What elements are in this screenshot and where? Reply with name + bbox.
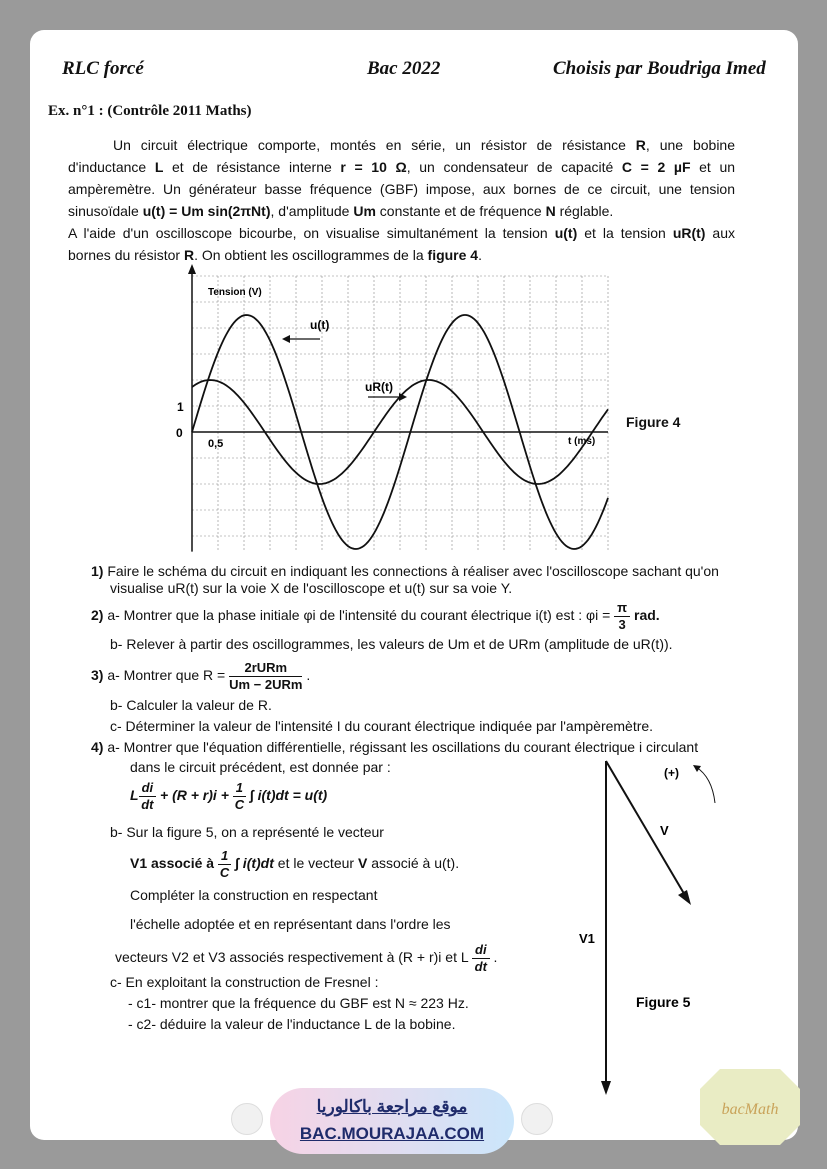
figure-5-caption: Figure 5: [636, 994, 691, 1010]
vector-v1-arrowhead: [601, 1081, 611, 1095]
header-author: Choisis par Boudriga Imed: [553, 58, 766, 79]
x-axis-label: t (ms): [568, 436, 596, 447]
differential-equation: L $\frac{di}{dt}$ + (R + r)i + $\frac{1}{C}$ ∫ i(t)dt = u(t): [130, 780, 328, 812]
header-topic: RLC forcé: [62, 58, 144, 79]
vector-v-arrowhead: [678, 890, 691, 905]
positive-direction-label: (+): [664, 766, 679, 780]
header-exam: Bac 2022: [367, 58, 441, 79]
question-4c1: - c1- montrer que la fréquence du GBF est N ≈ 223 Hz.: [128, 995, 469, 1011]
fresnel-figure-5: [560, 755, 740, 1105]
question-1: 1) Faire le schéma du circuit en indiquant les connections à réaliser avec l'oscilloscope sachant qu'on: [91, 563, 719, 579]
exercise-title: Ex. n°1 : (Contrôle 2011 Maths): [48, 103, 252, 119]
site-badge[interactable]: [270, 1088, 514, 1154]
site-url-link[interactable]: BAC.MOURAJAA.COM: [299, 1124, 485, 1143]
site-name-arabic: موقع مراجعة باكالوريا: [316, 1097, 468, 1116]
question-3b: b- Calculer la valeur de R.: [110, 697, 272, 713]
bacmath-logo-text: bacMath: [721, 1101, 779, 1118]
intro-paragraph-1: Un circuit électrique comporte, montés en série, un résistor de résistance R, une bobine d'inductance L et de résistance interne r = 10 Ω, un condensateur de capacité C = 2 µF et un ampèremètre. Un générateur basse fréquence (GBF) impose, aux bornes de ce circuit, une tension sinusoïdale u(t) = Um sin(2πNt), d'amplitude Um constante et de fréquence N réglable.: [68, 137, 736, 219]
question-4b-line-3: l'échelle adoptée et en représentant dans l'ordre les: [130, 916, 451, 932]
origin-label: 0: [176, 426, 183, 440]
rotation-arc: [696, 767, 715, 803]
vector-v-label: V: [660, 823, 669, 838]
y-axis-label: Tension (V): [208, 287, 262, 298]
question-4a-line-2: dans le circuit précédent, est donnée par :: [130, 759, 391, 775]
question-4b-line-2: Compléter la construction en respectant: [130, 887, 378, 903]
question-1-line-2: visualise uR(t) sur la voie X de l'oscilloscope et u(t) sur sa voie Y.: [110, 580, 513, 596]
figure-4-caption: Figure 4: [626, 414, 681, 430]
y-axis-arrowhead: [188, 264, 196, 274]
left-small-logo: [231, 1103, 263, 1135]
curve-u-label: u(t): [310, 318, 330, 332]
y-tick-label: 1: [177, 400, 184, 414]
question-4a: 4) a- Montrer que l'équation différentielle, régissant les oscillations du courant électrique i circulant: [91, 739, 699, 755]
oscillogram-figure-4: [170, 262, 615, 557]
x-tick-label: 0,5: [208, 438, 224, 450]
rotation-arrowhead: [693, 765, 701, 772]
vector-v1-label: V1: [579, 931, 595, 946]
question-4b: b- Sur la figure 5, on a représenté le vecteur: [110, 824, 384, 840]
question-2b: b- Relever à partir des oscillogrammes, les valeurs de Um et de URm (amplitude de uR(t)).: [110, 636, 673, 652]
vector-v-line: [606, 761, 686, 897]
question-3a: 3) a- Montrer que R = $\frac{\text{2rURm}}{\text{Um − 2URm}}$ .: [91, 660, 311, 692]
bacmath-corner-logo: [698, 1067, 802, 1147]
question-4c: c- En exploitant la construction de Fresnel :: [110, 974, 379, 990]
question-4c2: - c2- déduire la valeur de l'inductance L de la bobine.: [128, 1016, 456, 1032]
right-small-logo: [521, 1103, 553, 1135]
curve-uR-label: uR(t): [365, 380, 393, 394]
intro-paragraph-2: A l'aide d'un oscilloscope bicourbe, on visualise simultanément la tension u(t) et la tension uR(t) aux bornes du résistor R. On obtient les oscillogrammes de la figure 4.: [68, 225, 736, 263]
question-2a: 2) a- Montrer que la phase initiale φi de l'intensité du courant électrique i(t) est : φi = $\frac{\pi}{3}$ rad.: [91, 600, 660, 632]
question-3c: c- Déterminer la valeur de l'intensité I du courant électrique indiquée par l'ampèremètre.: [110, 718, 654, 734]
curve-u-arrowhead: [282, 335, 290, 343]
question-4b-vectors: V1 associé à $\frac{1}{C}$ ∫ i(t)dt et le vecteur V associé à u(t).: [130, 848, 460, 880]
question-4b-line-4: vecteurs V2 et V3 associés respectivement à (R + r)i et L $\frac{di}{dt}$ .: [115, 942, 498, 974]
